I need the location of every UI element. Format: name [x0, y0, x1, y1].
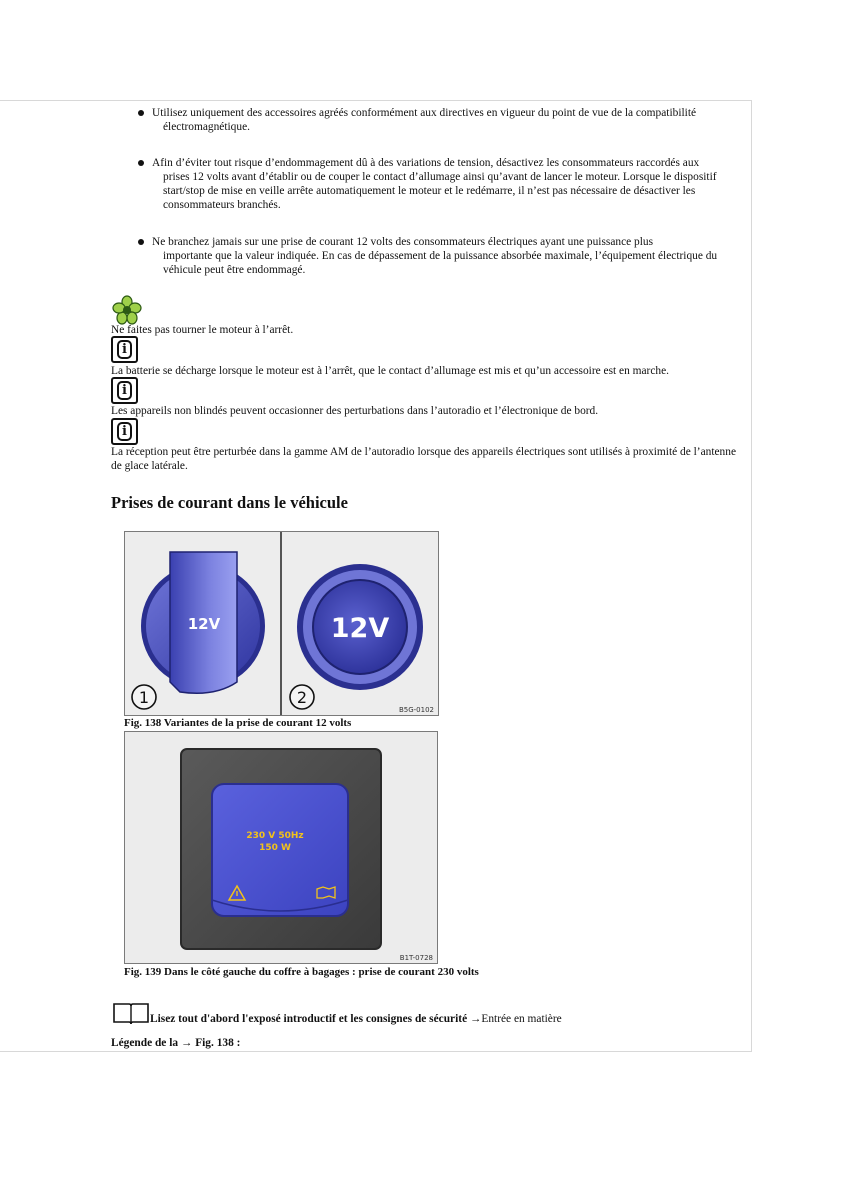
bullet-text-line1: Utilisez uniquement des accessoires agréés conformément aux directives en vigueur du point de vue de la compatibilité	[152, 107, 697, 119]
arrow-icon: →	[469, 1013, 482, 1025]
legend-colon: :	[236, 1037, 241, 1049]
environment-flower-icon	[112, 295, 142, 325]
voltage-label: 230 V 50Hz	[246, 831, 304, 841]
note-info-3: La réception peut être perturbée dans la gamme AM de l’autoradio lorsque des appareils électriques sont utilisés à proximité de l’antenne de glace latérale.	[111, 446, 736, 472]
figure-code: B5G-0102	[398, 706, 434, 714]
figure-138-caption: Fig. 138 Variantes de la prise de courant 12 volts	[124, 717, 352, 729]
note-environment: Ne faites pas tourner le moteur à l’arrêt.	[111, 324, 294, 336]
figure-number-2: 2	[296, 688, 308, 707]
info-glyph: i	[117, 381, 132, 400]
note-info-2: Les appareils non blindés peuvent occasionner des perturbations dans l’autoradio et l’électronique de bord.	[111, 405, 599, 417]
note-info-1: La batterie se décharge lorsque le moteur est à l’arrêt, que le contact d’allumage est mis et qu’un accessoire est en marche.	[111, 365, 670, 377]
arrow-icon: →	[180, 1037, 193, 1049]
socket-label: 12V	[330, 613, 390, 644]
bullet-dot	[138, 110, 144, 116]
bullet-dot	[138, 160, 144, 166]
read-first-line	[150, 1013, 562, 1025]
bullet-text-rest: prises 12 volts avant d’établir ou de couper le contact d’allumage ainsi qu’avant de lancer le moteur. Lorsque le dispositif start/stop de mise en veille arrête automatiquement le moteur et le redémarre, il n’est pas nécessaire de désactiver les consommateurs branchés.	[163, 171, 717, 211]
bullet-text-line1: Ne branchez jamais sur une prise de courant 12 volts des consommateurs électriques ayant une puissance plus	[152, 236, 654, 248]
socket-12v-illustration	[282, 532, 439, 716]
legend-figure-link[interactable]: Fig. 138	[195, 1037, 234, 1049]
plug-12v-illustration	[125, 532, 281, 716]
info-glyph: i	[117, 422, 132, 441]
bullet-item	[138, 106, 738, 134]
info-icon	[111, 336, 138, 363]
legend-line	[111, 1037, 240, 1049]
bullet-dot	[138, 239, 144, 245]
figure-139	[124, 731, 438, 964]
bullet-item	[138, 156, 738, 212]
open-book-icon	[112, 1001, 150, 1025]
figure-code: B1T-0728	[399, 954, 433, 962]
bullet-text-line1: Afin d’éviter tout risque d’endommagement dû à des variations de tension, désactivez les consommateurs raccordés aux	[152, 157, 700, 169]
bullet-text-rest: électromagnétique.	[163, 121, 250, 133]
plug-label: 12V	[187, 615, 221, 633]
bullet-text-rest: importante que la valeur indiquée. En cas de dépassement de la puissance absorbée maximale, l’équipement électrique du véhicule peut être endommagé.	[163, 250, 718, 276]
info-glyph: i	[117, 340, 132, 359]
power-label: 150 W	[259, 843, 291, 853]
socket-230v-illustration	[125, 732, 437, 963]
section-title: Prises de courant dans le véhicule	[111, 493, 348, 512]
info-icon	[111, 377, 138, 404]
figure-139-caption: Fig. 139 Dans le côté gauche du coffre à bagages : prise de courant 230 volts	[124, 966, 479, 978]
figure-number-1: 1	[138, 688, 150, 707]
info-icon	[111, 418, 138, 445]
read-first-link[interactable]: Entrée en matière	[481, 1013, 562, 1025]
figure-138	[124, 531, 439, 716]
legend-text: Légende de la	[111, 1037, 179, 1049]
bullet-item	[138, 235, 738, 277]
read-first-text: Lisez tout d'abord l'exposé introductif et les consignes de sécurité	[150, 1013, 468, 1025]
